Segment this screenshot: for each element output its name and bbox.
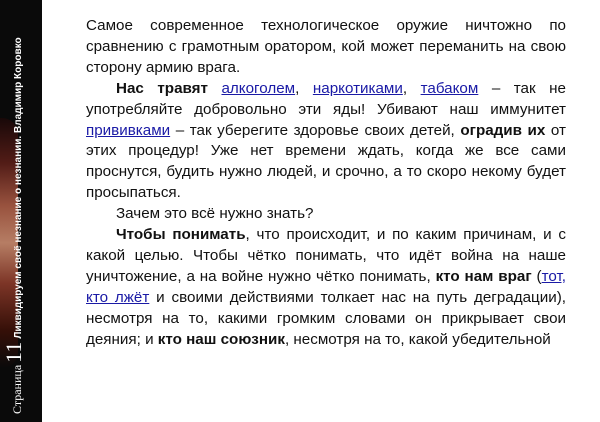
text-run: и своими действиями толкает нас на путь деградации), несмотря на то, какими громким словами он прикрывает свои деяния; и xyxy=(86,288,566,348)
bold-phrase: Нас травят xyxy=(116,79,208,97)
link-tobacco[interactable]: табаком xyxy=(420,79,479,97)
paragraph-1: Самое современное технологическое оружие ничтожно по сравнению с грамотным оратором, кой может переманить на свою сторону армию врага. xyxy=(86,17,566,76)
text-run: , несмотря на то, какой убедительной xyxy=(284,330,551,348)
paragraph-3: Зачем это всё нужно знать? xyxy=(116,205,314,223)
link-drugs[interactable]: наркотиками xyxy=(312,79,403,97)
bold-phrase: кто наш союзник xyxy=(157,330,285,348)
text-run: – так уберегите здоровье своих детей, xyxy=(170,121,461,139)
bold-phrase: Чтобы понимать xyxy=(116,226,246,244)
bold-phrase: кто нам враг xyxy=(435,267,532,285)
separator: , xyxy=(402,79,421,97)
sidebar-caption xyxy=(0,37,34,414)
text-run: ( xyxy=(531,267,542,285)
text-run: от этих процедур! Уже нет времени ждать, когда же все сами проснутся, будить нужно людей, и срочно, а то скоро некому будет просыпаться. xyxy=(86,121,566,202)
separator: , xyxy=(295,79,313,97)
bold-phrase: оградив их xyxy=(460,121,546,139)
link-alcohol[interactable]: алкоголем xyxy=(221,79,296,97)
link-who-lies[interactable]: тот, кто лжёт xyxy=(86,267,566,306)
page-number: 11 xyxy=(1,341,26,363)
page-sidebar xyxy=(0,0,42,422)
paragraph-4 xyxy=(86,225,566,350)
paragraph-2 xyxy=(86,79,566,204)
page-body xyxy=(86,16,566,351)
page-label: Страница xyxy=(10,364,24,414)
book-subtitle: Ликвидируем своё незнание о незнании. Владимир Коровко xyxy=(13,37,24,339)
text-run: , что происходит, и по каким причинам, и с какой целью. Чтобы чётко понимать, что идёт война на наше уничтожение, а на войне нужно чётко понимать, xyxy=(86,226,566,285)
text-run: – так не употребляйте добровольно эти яды! Убивают наш иммунитет xyxy=(86,79,566,118)
link-vaccines[interactable]: прививками xyxy=(86,121,171,139)
